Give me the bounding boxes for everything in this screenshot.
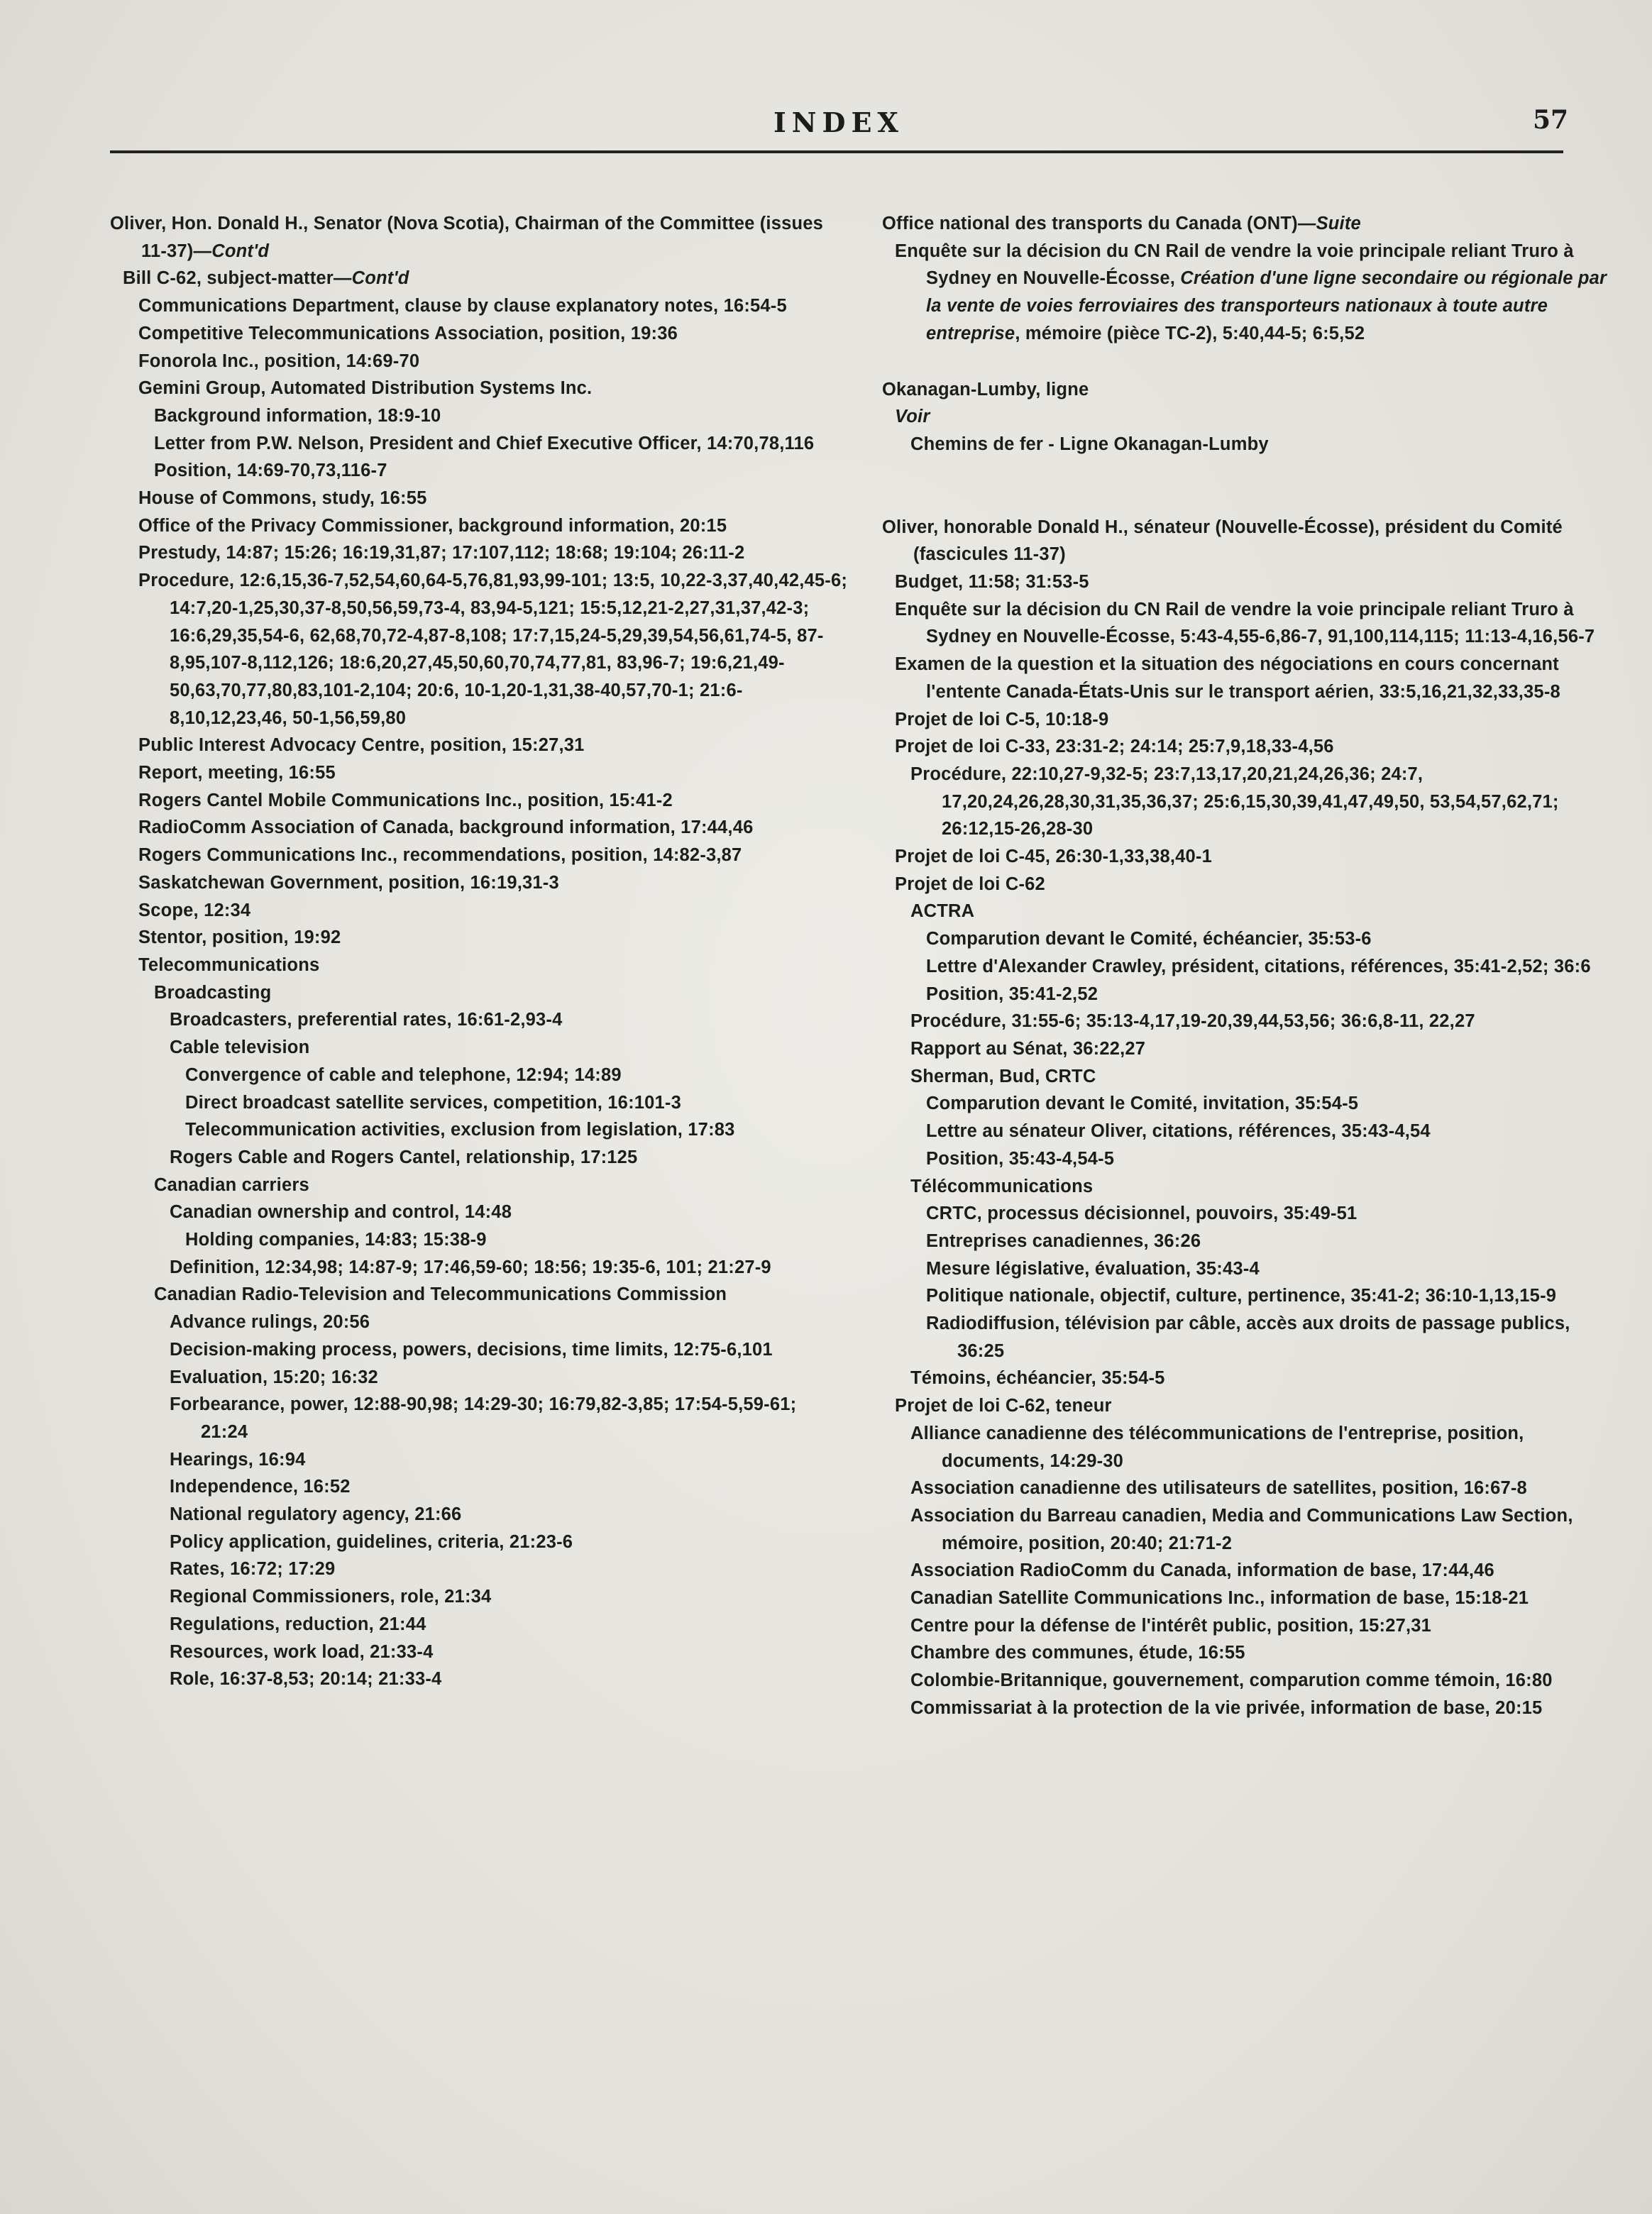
index-entry [110, 430, 848, 458]
index-entry [882, 925, 1620, 953]
entry-text: Enquête sur la décision du CN Rail de vendre la voie principale reliant Truro à Sydney en Nouvelle-Écosse, [895, 241, 1574, 289]
index-entry [882, 403, 1620, 431]
index-entry [110, 375, 848, 402]
entry-text: Procédure, 22:10,27-9,32-5; 23:7,13,17,20,21,24,26,36; 24:7, 17,20,24,26,28,30,31,35,36,37; 25:6,15,30,39,41,47,49,50, 53,54,57,62,71; 26:12,15-26,28-30 [910, 764, 1559, 839]
index-entry [110, 1281, 848, 1309]
entry-text: Projet de loi C-62, teneur [895, 1396, 1112, 1416]
entry-text: Position, 14:69-70,73,116-7 [154, 461, 387, 481]
index-entry [110, 814, 848, 842]
index-entry [110, 1199, 848, 1226]
entry-text: Policy application, guidelines, criteria, 21:23-6 [170, 1531, 573, 1552]
entry-text: Broadcasters, preferential rates, 16:61-2,93-4 [170, 1010, 563, 1030]
index-entry [110, 787, 848, 815]
index-entry [882, 761, 1620, 843]
entry-text: Saskatchewan Government, position, 16:19,31-3 [138, 872, 559, 893]
entry-text: Examen de la question et la situation des négociations en cours concernant l'entente Canada-États-Unis sur le transport aérien, 33:5,16,21,32,33,35-8 [895, 654, 1560, 702]
index-heading [882, 376, 1620, 404]
entry-text: Fonorola Inc., position, 14:69-70 [138, 351, 420, 371]
entry-text: ACTRA [910, 901, 975, 922]
index-entry [110, 952, 848, 979]
entry-text: Gemini Group, Automated Distribution Systems Inc. [138, 378, 593, 399]
index-entry [882, 1200, 1620, 1228]
index-entry [882, 733, 1620, 761]
index-entry [882, 1090, 1620, 1118]
entry-text: Rogers Cable and Rogers Cantel, relationship, 17:125 [170, 1147, 638, 1167]
entry-text: Centre pour la défense de l'intérêt public, position, 15:27,31 [910, 1615, 1432, 1636]
index-entry [110, 1639, 848, 1666]
entry-text-after: , mémoire (pièce TC-2), 5:40,44-5; 6:5,52 [1015, 323, 1365, 343]
index-entry [882, 1173, 1620, 1201]
entry-text: Regional Commissioners, role, 21:34 [170, 1587, 492, 1607]
entry-text: Convergence of cable and telephone, 12:94; 14:89 [185, 1064, 622, 1085]
entry-text: CRTC, processus décisionnel, pouvoirs, 35:49-51 [926, 1204, 1358, 1224]
index-entry [110, 1529, 848, 1556]
entry-text: Budget, 11:58; 31:53-5 [895, 572, 1089, 593]
entry-text: Hearings, 16:94 [170, 1449, 306, 1470]
index-entry [110, 512, 848, 540]
entry-text: Rogers Cantel Mobile Communications Inc., position, 15:41-2 [138, 790, 673, 810]
index-entry [882, 1035, 1620, 1063]
index-entry [110, 1364, 848, 1392]
entry-text: Canadian carriers [154, 1174, 309, 1195]
entry-text: Report, meeting, 16:55 [138, 763, 336, 783]
entry-text: Projet de loi C-45, 26:30-1,33,38,40-1 [895, 847, 1212, 867]
entry-text: Chemins de fer - Ligne Okanagan-Lumby [910, 434, 1269, 454]
index-entry [882, 1667, 1620, 1695]
index-entry [882, 1392, 1620, 1420]
entry-text: Entreprises canadiennes, 36:26 [926, 1230, 1201, 1251]
entry-text: National regulatory agency, 21:66 [170, 1504, 462, 1525]
index-entry [110, 1089, 848, 1117]
entry-text: Position, 35:43-4,54-5 [926, 1148, 1115, 1169]
entry-text: Lettre d'Alexander Crawley, président, citations, références, 35:41-2,52; 36:6 [926, 956, 1591, 976]
index-entry [110, 1555, 848, 1583]
entry-text: Projet de loi C-5, 10:18-9 [895, 709, 1109, 729]
entry-text: Okanagan-Lumby, ligne [882, 379, 1089, 400]
running-head: INDEX [773, 106, 904, 138]
entry-text: Cable television [170, 1037, 310, 1058]
index-entry [882, 871, 1620, 898]
index-entry [110, 897, 848, 925]
entry-text: Projet de loi C-33, 23:31-2; 24:14; 25:7,9,18,33-4,56 [895, 737, 1334, 757]
entry-text: Lettre au sénateur Oliver, citations, références, 35:43-4,54 [926, 1121, 1431, 1142]
entry-text: Projet de loi C-62 [895, 874, 1045, 894]
entry-text: House of Commons, study, 16:55 [138, 488, 427, 509]
left-column [110, 210, 848, 1693]
index-entry [882, 843, 1620, 871]
entry-text: Comparution devant le Comité, invitation, 35:54-5 [926, 1094, 1359, 1114]
index-entry [110, 1665, 848, 1693]
entry-text: Office of the Privacy Commissioner, background information, 20:15 [138, 515, 727, 536]
index-entry [882, 431, 1620, 458]
entry-text: Rogers Communications Inc., recommendations, position, 14:82-3,87 [138, 845, 742, 866]
entry-text: Direct broadcast satellite services, competition, 16:101-3 [185, 1092, 681, 1113]
entry-text: Stentor, position, 19:92 [138, 927, 341, 948]
entry-text: Position, 35:41-2,52 [926, 984, 1098, 1004]
index-entry [110, 567, 848, 732]
entry-text: Holding companies, 14:83; 15:38-9 [185, 1230, 487, 1250]
entry-text: Independence, 16:52 [170, 1477, 351, 1497]
index-entry [110, 1226, 848, 1254]
entry-text: Forbearance, power, 12:88-90,98; 14:29-30; 16:79,82-3,85; 17:54-5,59-61; 21:24 [170, 1394, 797, 1442]
entry-text: Procedure, 12:6,15,36-7,52,54,60,64-5,76,81,93,99-101; 13:5, 10,22-3,37,40,42,45-6; 14:7,20-1,25,30,37-8,50,56,59,73-4, 83,94-5,121; 15:5,12,21-2,27,31,37,42-3; 16:6,29,35,54-6, 62,68,70,72-4,87-8,108; 17:7,15,24-5,29,39,54,56,61,74-5, 87-8,95,107-8,112,126; 18:6,20,27,45,50,60,70,74,77,81, 83,96-7; 19:6,21,49-50,63,70,77,80,83,101-2,104; 20:6, 10-1,20-1,31,38-40,57,70-1; 21:6-8,10,12,23,46, 50-1,56,59,80 [138, 571, 848, 728]
index-entry [882, 898, 1620, 925]
entry-text: Scope, 12:34 [138, 900, 251, 920]
index-entry [110, 1034, 848, 1062]
entry-text: Letter from P.W. Nelson, President and Chief Executive Officer, 14:70,78,116 [154, 433, 815, 453]
entry-text: Office national des transports du Canada (ONT)— [882, 214, 1316, 233]
entry-text: Commissariat à la protection de la vie privée, information de base, 20:15 [910, 1697, 1543, 1718]
entry-text: Public Interest Advocacy Centre, position, 15:27,31 [138, 735, 585, 756]
index-entry [882, 651, 1620, 705]
index-entry [882, 1145, 1620, 1173]
index-entry [110, 265, 848, 292]
entry-spacer [882, 348, 1620, 376]
index-entry [110, 1336, 848, 1364]
header-rule [110, 150, 1563, 153]
entry-text: RadioComm Association of Canada, background information, 17:44,46 [138, 817, 754, 838]
entry-italic: Cont'd [351, 268, 409, 289]
index-entry [110, 1116, 848, 1144]
entry-text: Alliance canadienne des télécommunications de l'entreprise, position, documents, 14:29-30 [910, 1423, 1524, 1471]
index-entry [110, 842, 848, 869]
index-entry [110, 292, 848, 320]
index-entry [882, 1008, 1620, 1035]
index-entry [110, 924, 848, 952]
entry-text: Definition, 12:34,98; 14:87-9; 17:46,59-60; 18:56; 19:35-6, 101; 21:27-9 [170, 1257, 771, 1277]
index-entry [110, 1006, 848, 1034]
entry-italic: Création d'une ligne secondaire ou régionale par la vente de voies ferroviaires des transporteurs nationaux à toute autre entreprise [926, 268, 1607, 343]
index-entry [110, 1309, 848, 1336]
entry-text: Prestudy, 14:87; 15:26; 16:19,31,87; 17:107,112; 18:68; 19:104; 26:11-2 [138, 543, 745, 563]
entry-text: Telecommunications [138, 954, 320, 975]
entry-text: Resources, work load, 21:33-4 [170, 1641, 434, 1662]
index-entry [882, 981, 1620, 1008]
index-heading [882, 514, 1620, 568]
entry-text: Oliver, honorable Donald H., sénateur (Nouvelle-Écosse), président du Comité (fascicules 11-37) [882, 517, 1563, 565]
index-entry [110, 759, 848, 787]
entry-text: Oliver, Hon. Donald H., Senator (Nova Scotia), Chairman of the Committee (issues 11-37)— [110, 214, 824, 261]
index-entry [110, 539, 848, 567]
entry-text: Decision-making process, powers, decisions, time limits, 12:75-6,101 [170, 1339, 773, 1360]
entry-text: Procédure, 31:55-6; 35:13-4,17,19-20,39,44,53,56; 36:6,8-11, 22,27 [910, 1011, 1475, 1032]
index-entry [110, 1583, 848, 1611]
entry-text: Télécommunications [910, 1176, 1094, 1196]
index-entry [110, 1144, 848, 1172]
index-entry [110, 979, 848, 1007]
index-entry [882, 1639, 1620, 1667]
index-entry [882, 1063, 1620, 1091]
entry-text: Bill C-62, subject-matter— [123, 268, 352, 289]
entry-text: Enquête sur la décision du CN Rail de vendre la voie principale reliant Truro à Sydney en Nouvelle-Écosse, 5:43-4,55-6,86-7, 91,100,114,115; 11:13-4,16,56-7 [895, 599, 1595, 647]
index-entry [110, 732, 848, 759]
entry-text: Canadian ownership and control, 14:48 [170, 1202, 512, 1223]
index-entry [110, 1062, 848, 1089]
index-entry [882, 1365, 1620, 1392]
entry-text: Canadian Satellite Communications Inc., information de base, 15:18-21 [910, 1588, 1529, 1609]
index-entry [882, 1420, 1620, 1475]
entry-text: Role, 16:37-8,53; 20:14; 21:33-4 [170, 1669, 442, 1690]
right-column [882, 210, 1620, 1722]
entry-spacer [882, 458, 1620, 514]
entry-text: Association du Barreau canadien, Media and Communications Law Section, mémoire, position, 20:40; 21:71-2 [910, 1505, 1573, 1553]
index-entry [110, 402, 848, 430]
entry-text: Radiodiffusion, télévision par câble, accès aux droits de passage publics, 36:25 [926, 1313, 1570, 1361]
entry-text: Evaluation, 15:20; 16:32 [170, 1367, 378, 1387]
index-entry [110, 1473, 848, 1501]
entry-italic: Voir [895, 407, 930, 427]
index-entry [110, 1391, 848, 1445]
entry-text: Colombie-Britannique, gouvernement, comparution comme témoin, 16:80 [910, 1670, 1553, 1691]
index-heading [110, 210, 848, 265]
index-entry [882, 1475, 1620, 1502]
index-entry [882, 596, 1620, 651]
index-entry [110, 1172, 848, 1199]
index-entry [882, 1282, 1620, 1310]
index-entry [882, 1228, 1620, 1255]
index-entry [882, 1310, 1620, 1365]
index-entry [110, 485, 848, 512]
page-number: 57 [1533, 105, 1569, 135]
index-entry [882, 1255, 1620, 1283]
entry-text: Association canadienne des utilisateurs de satellites, position, 16:67-8 [910, 1478, 1527, 1499]
index-entry [882, 1695, 1620, 1722]
entry-text: Mesure législative, évaluation, 35:43-4 [926, 1258, 1260, 1279]
entry-italic: Suite [1316, 214, 1361, 233]
index-entry [882, 238, 1620, 348]
entry-text: Regulations, reduction, 21:44 [170, 1614, 426, 1634]
entry-italic: Cont'd [211, 241, 270, 261]
index-entry [882, 1118, 1620, 1145]
index-entry [882, 1585, 1620, 1612]
entry-text: Canadian Radio-Television and Telecommunications Commission [154, 1284, 727, 1305]
entry-text: Témoins, échéancier, 35:54-5 [910, 1368, 1165, 1389]
index-entry [882, 953, 1620, 981]
index-entry [110, 1446, 848, 1474]
entry-text: Sherman, Bud, CRTC [910, 1066, 1096, 1086]
entry-text: Comparution devant le Comité, échéancier, 35:53-6 [926, 929, 1372, 949]
entry-text: Advance rulings, 20:56 [170, 1312, 370, 1333]
index-entry [882, 1502, 1620, 1557]
entry-text: Competitive Telecommunications Association, position, 19:36 [138, 323, 678, 343]
index-entry [882, 1612, 1620, 1640]
index-entry [110, 1611, 848, 1639]
index-entry [110, 320, 848, 348]
index-entry [110, 1254, 848, 1282]
entry-text: Chambre des communes, étude, 16:55 [910, 1643, 1245, 1663]
index-entry [110, 348, 848, 375]
entry-text: Communications Department, clause by clause explanatory notes, 16:54-5 [138, 296, 787, 316]
entry-text: Background information, 18:9-10 [154, 405, 441, 426]
entry-text: Telecommunication activities, exclusion from legislation, 17:83 [185, 1120, 735, 1140]
entry-text: Politique nationale, objectif, culture, pertinence, 35:41-2; 36:10-1,13,15-9 [926, 1286, 1557, 1306]
index-entry [110, 869, 848, 897]
index-heading [882, 210, 1620, 238]
entry-text: Rates, 16:72; 17:29 [170, 1559, 336, 1580]
entry-text: Association RadioComm du Canada, information de base, 17:44,46 [910, 1560, 1494, 1581]
entry-text: Rapport au Sénat, 36:22,27 [910, 1038, 1146, 1059]
entry-text: Broadcasting [154, 982, 272, 1003]
index-entry [110, 457, 848, 485]
index-entry [110, 1501, 848, 1529]
index-entry [882, 1557, 1620, 1585]
index-entry [882, 568, 1620, 596]
index-entry [882, 706, 1620, 734]
